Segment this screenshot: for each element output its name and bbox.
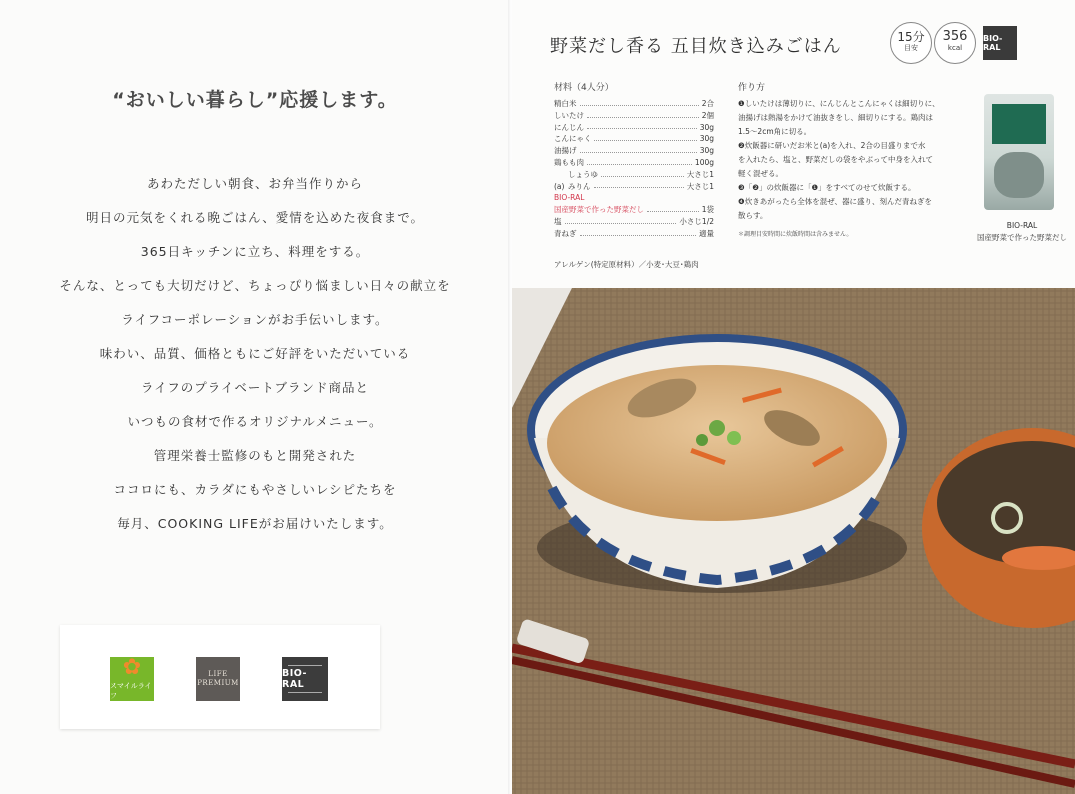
- page-title: “おいしい暮らし”応援します。: [112, 89, 398, 111]
- left-page: [0, 0, 510, 794]
- ingredient-row: 国産野菜で作った野菜だし 1袋: [554, 205, 714, 215]
- intro-line: 明日の元気をくれる晩ごはん、愛情を込めた夜食まで。: [85, 210, 424, 225]
- cook-time-badge: 15分 目安: [890, 22, 932, 64]
- bioral-badge: BIO-RAL: [983, 26, 1017, 60]
- ingredient-row: みりん 大さじ1: [568, 181, 714, 191]
- ingredient-row: 青ねぎ 適量: [554, 228, 714, 238]
- method-note: ＊調理目安時間に炊飯時間は含みません。: [738, 231, 853, 238]
- method-line: ❹炊きあがったら全体を混ぜ、器に盛り、刻んだ青ねぎを: [738, 197, 932, 206]
- method-line: 1.5〜2cm角に切る。: [738, 127, 812, 136]
- ingredient-row: しょうゆ 大さじ1: [568, 169, 714, 179]
- ingredient-row: にんじん 30g: [554, 122, 714, 132]
- ingredient-row: 油揚げ 30g: [554, 146, 714, 156]
- intro-line: 管理栄養士監修のもと開発された: [153, 448, 357, 463]
- intro-line: ココロにも、カラダにもやさしいレシピたちを: [113, 482, 397, 497]
- intro-line: あわただしい朝食、お弁当作りから: [146, 176, 363, 191]
- right-page: [512, 0, 1075, 794]
- life-premium-logo: LIFE PREMIUM: [196, 657, 240, 701]
- method-line: ❶しいたけは薄切りに、にんじんとこんにゃくは細切りに、: [738, 99, 940, 108]
- ingredient-row: 鶏もも肉 100g: [554, 157, 714, 167]
- method-line: ❷炊飯器に研いだお米と(a)を入れ、2合の目盛りまで水: [738, 141, 926, 150]
- calorie-badge: 356 kcal: [934, 22, 976, 64]
- intro-text: [0, 174, 510, 548]
- clover-icon: ✿: [122, 655, 142, 680]
- ingredient-group-label: (a): [554, 182, 565, 191]
- method-line: 油揚げは熱湯をかけて油抜きをし、細切りにする。鶏肉は: [738, 113, 933, 122]
- intro-line: いつもの食材で作るオリジナルメニュー。: [127, 414, 383, 429]
- ingredient-row: こんにゃく 30g: [554, 134, 714, 144]
- recipe-title: 野菜だし香る 五目炊き込みごはん: [550, 36, 842, 57]
- brand-logo-card: [60, 625, 380, 729]
- ingredient-row: BIO-RAL: [554, 193, 585, 203]
- method-line: 軽く混ぜる。: [738, 169, 783, 178]
- ingredient-row: しいたけ 2個: [554, 110, 714, 120]
- smile-life-logo: ✿ スマイルライフ: [110, 657, 154, 701]
- intro-line: 味わい、品質、価格ともにご好評をいただいている: [99, 346, 411, 361]
- method-title: 作り方: [738, 83, 766, 93]
- method-line: 散らす。: [738, 211, 768, 220]
- bioral-logo: BIO-RAL: [282, 657, 328, 701]
- method-line: を入れたら、塩と、野菜だしの袋をやぶって中身を入れて: [738, 155, 933, 164]
- ingredient-row: 精白米 2合: [554, 99, 714, 108]
- intro-line: ライフのプライベートブランド商品と: [140, 380, 369, 395]
- allergen-note: アレルゲン(特定原材料）／小麦･大豆･鶏肉: [554, 260, 699, 269]
- ingredient-row: 塩 小さじ1/2: [554, 216, 714, 226]
- food-photo: [512, 288, 1075, 794]
- ingredients-list: [554, 98, 714, 240]
- method-steps: [738, 97, 958, 223]
- product-caption: BIO-RAL 国産野菜で作った野菜だし: [977, 221, 1067, 242]
- product-package-image: [984, 94, 1054, 210]
- method-line: ❸「❷」の炊飯器に「❶」をすべてのせて炊飯する。: [738, 183, 916, 192]
- intro-line: ライフコーポレーションがお手伝いします。: [121, 312, 389, 327]
- intro-line: 毎月、COOKING LIFEがお届けいたします。: [117, 516, 393, 531]
- intro-line: そんな、とっても大切だけど、ちょっぴり悩ましい日々の献立を: [59, 278, 451, 293]
- intro-line: 365日キッチンに立ち、料理をする。: [140, 244, 370, 259]
- ingredients-title: 材料（4人分）: [554, 83, 614, 93]
